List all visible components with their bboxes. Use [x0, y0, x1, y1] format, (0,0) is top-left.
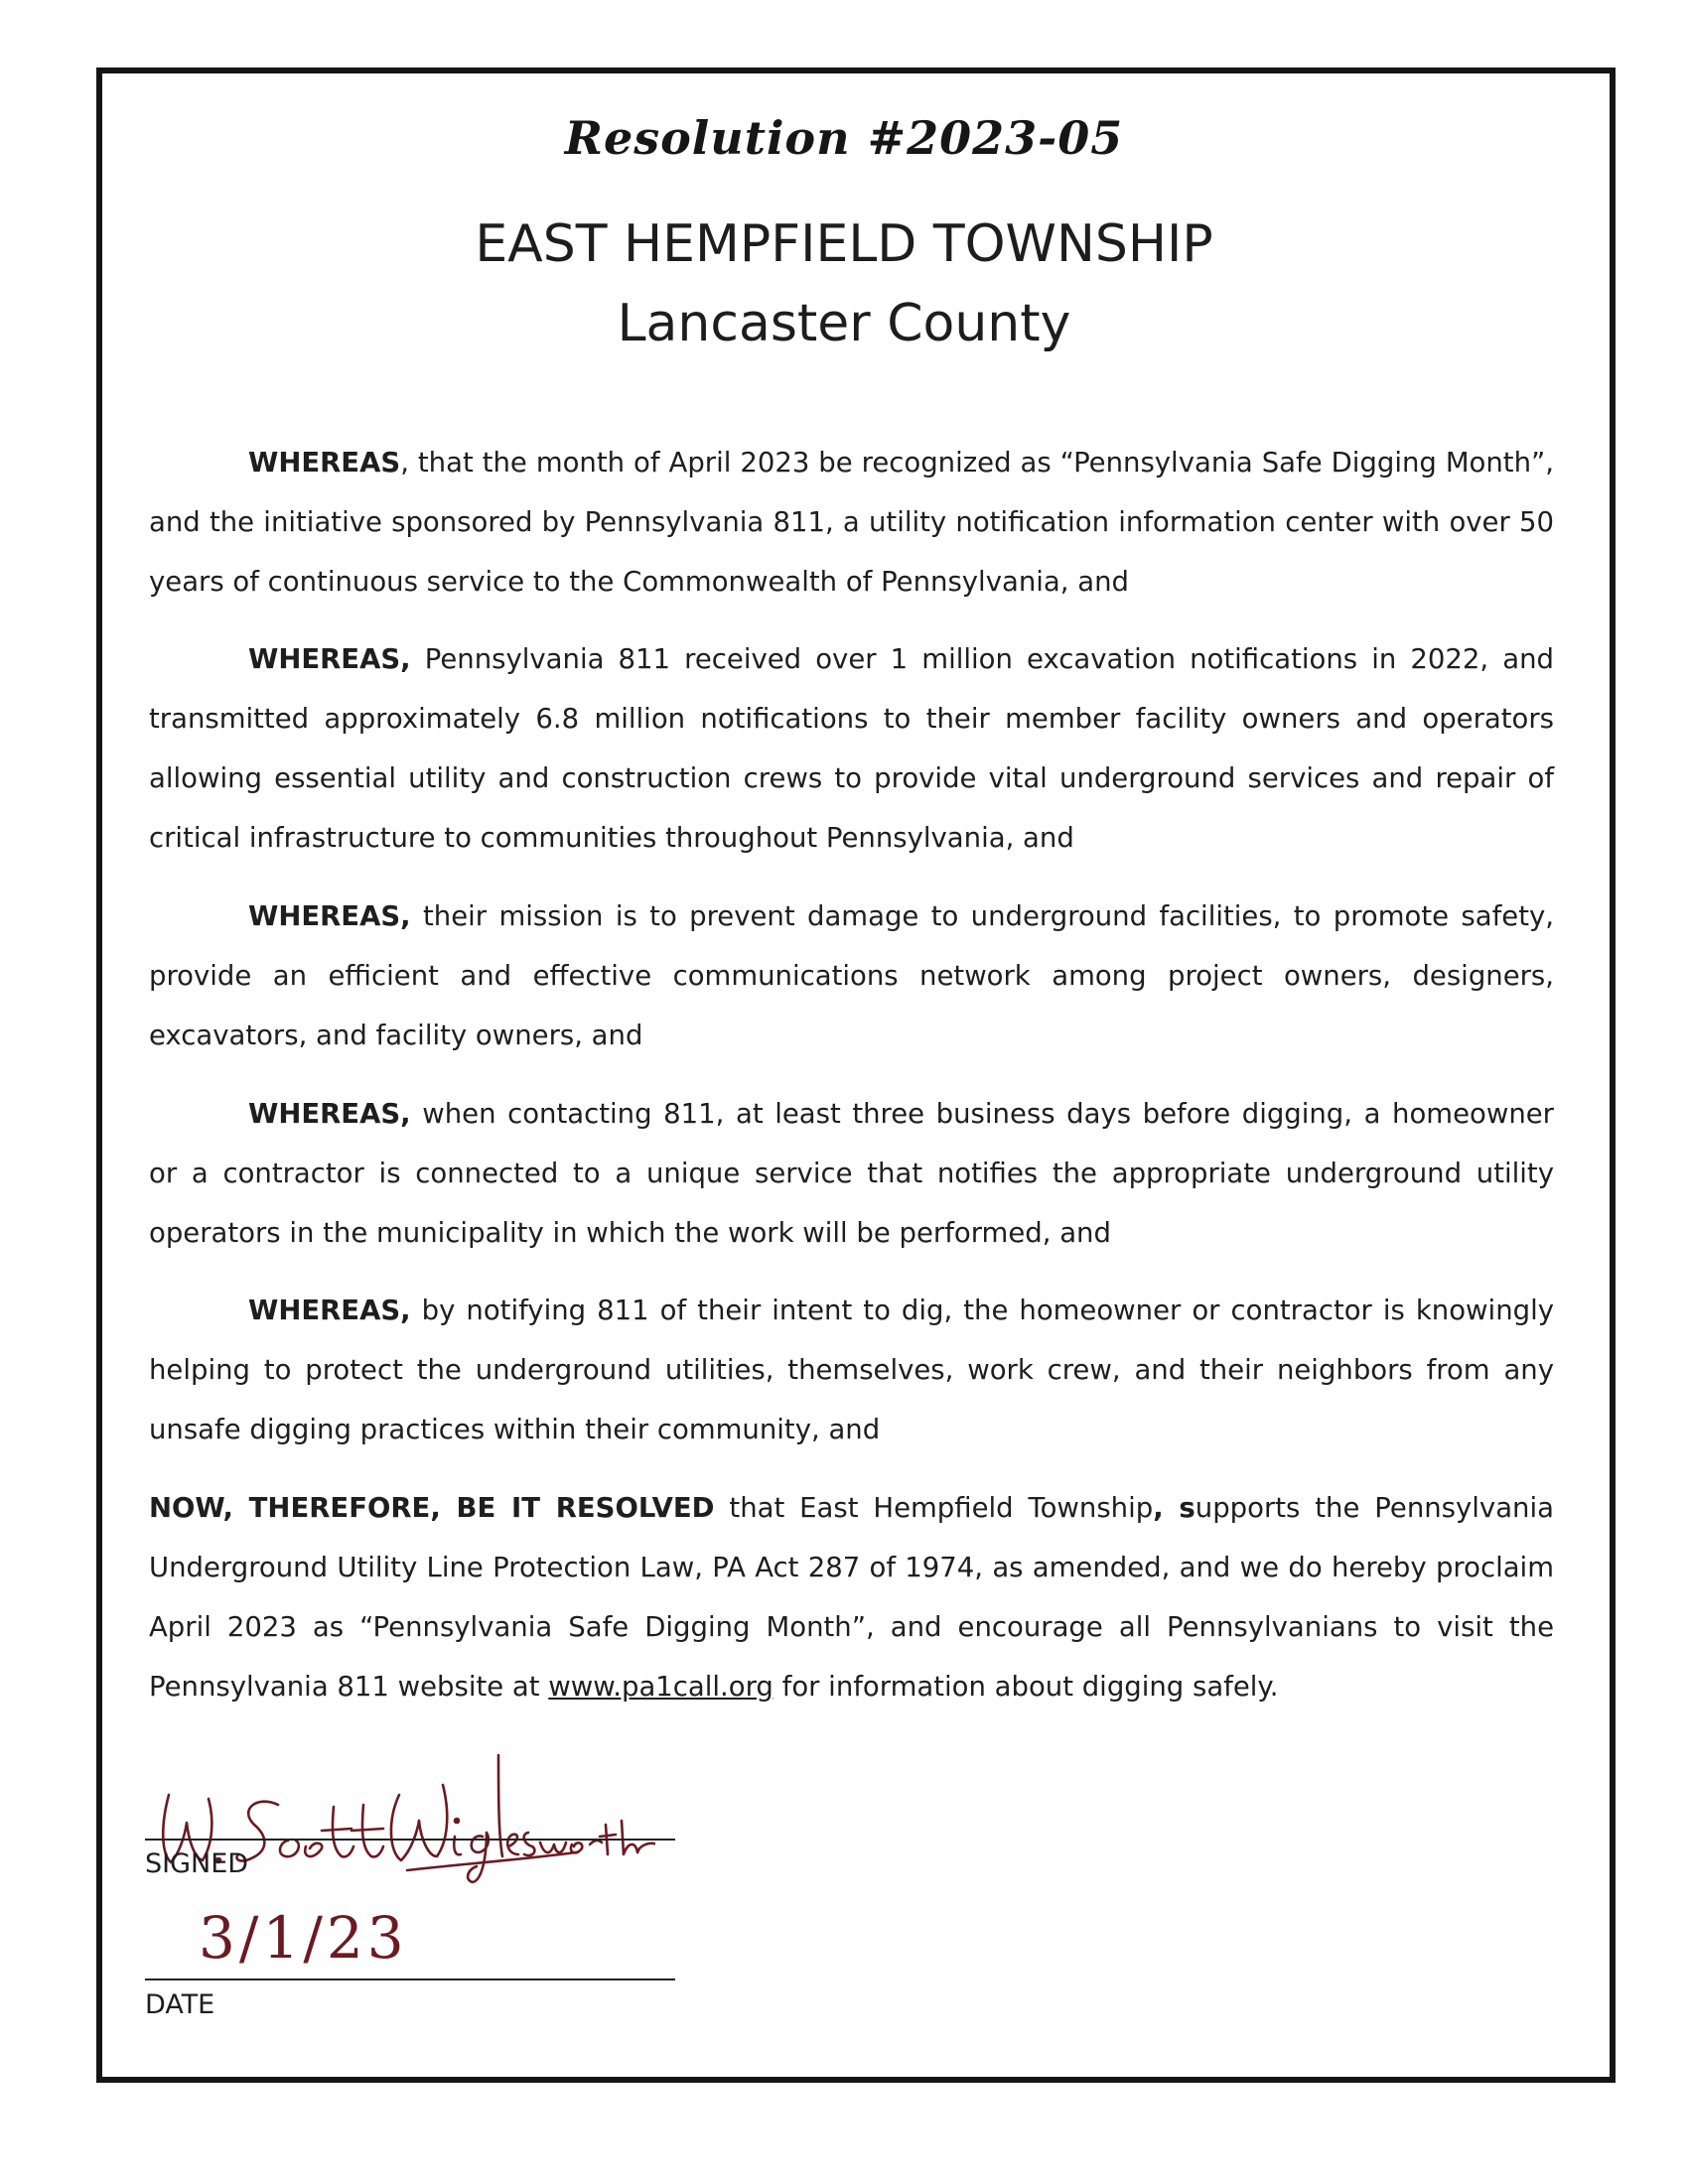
whereas-paragraph-2: [149, 629, 1554, 868]
resolved-text: that East Hempfield Township: [714, 1492, 1154, 1524]
whereas-lead: WHEREAS,: [248, 900, 411, 932]
whereas-paragraph-5: [149, 1281, 1554, 1459]
date-line: [145, 1979, 675, 1980]
resolved-text: upports the Pennsylvania Underground Utility Line Protection Law, PA Act 287 of 1974, as amended, and we do hereby proclaim April 2023 as “Pennsylvania Safe Digging Month”, and encourage all Pennsylvanians to visit the Pennsylvania 811 website at: [149, 1492, 1554, 1703]
whereas-paragraph-1: [149, 433, 1554, 612]
handwritten-date: 3/1/23: [199, 1904, 408, 1972]
resolved-bold-comma: ,: [1153, 1492, 1164, 1524]
whereas-text: their mission is to prevent damage to underground facilities, to promote safety, provide an efficient and effective communications network among project owners, designers, excavators, and facility owners, and: [149, 900, 1554, 1051]
whereas-lead: WHEREAS,: [248, 1295, 411, 1326]
resolved-paragraph: [149, 1478, 1554, 1716]
resolved-bold-s: s: [1163, 1492, 1196, 1524]
whereas-lead: WHEREAS,: [248, 643, 411, 675]
whereas-lead: WHEREAS,: [248, 1098, 411, 1130]
whereas-text: Pennsylvania 811 received over 1 million excavation notifications in 2022, and transmitted approximately 6.8 million notifications to their member facility owners and operators allowing essential utility and construction crews to provide vital underground services and repair of critical infrastructure to communities throughout Pennsylvania, and: [149, 643, 1554, 854]
website-link[interactable]: www.pa1call.org: [548, 1671, 774, 1703]
whereas-lead: WHEREAS: [248, 447, 401, 478]
document-subtitle: Lancaster County: [617, 294, 1071, 353]
resolved-text: for information about digging safely.: [773, 1671, 1279, 1703]
whereas-text: by notifying 811 of their intent to dig, the homeowner or contractor is knowingly helping to protect the underground utilities, themselves, work crew, and their neighbors from any unsafe digging practices within their community, and: [149, 1295, 1554, 1445]
date-label: DATE: [145, 1989, 215, 2020]
resolution-number: Resolution #2023-05: [564, 111, 1124, 165]
signed-label: SIGNED: [145, 1848, 249, 1879]
whereas-text: when contacting 811, at least three business days before digging, a homeowner or a contractor is connected to a unique service that notifies the appropriate underground utility operators in the municipality in which the work will be performed, and: [149, 1098, 1554, 1249]
resolved-lead: NOW, THEREFORE, BE IT RESOLVED: [149, 1492, 715, 1524]
whereas-text: , that the month of April 2023 be recognized as “Pennsylvania Safe Digging Month”, and the initiative sponsored by Pennsylvania 811, a utility notification information center with over 50 years of continuous service to the Commonwealth of Pennsylvania, and: [149, 447, 1554, 598]
signature-line: [145, 1839, 675, 1841]
whereas-paragraph-3: [149, 887, 1554, 1065]
whereas-paragraph-4: [149, 1084, 1554, 1263]
document-title: EAST HEMPFIELD TOWNSHIP: [475, 214, 1213, 274]
